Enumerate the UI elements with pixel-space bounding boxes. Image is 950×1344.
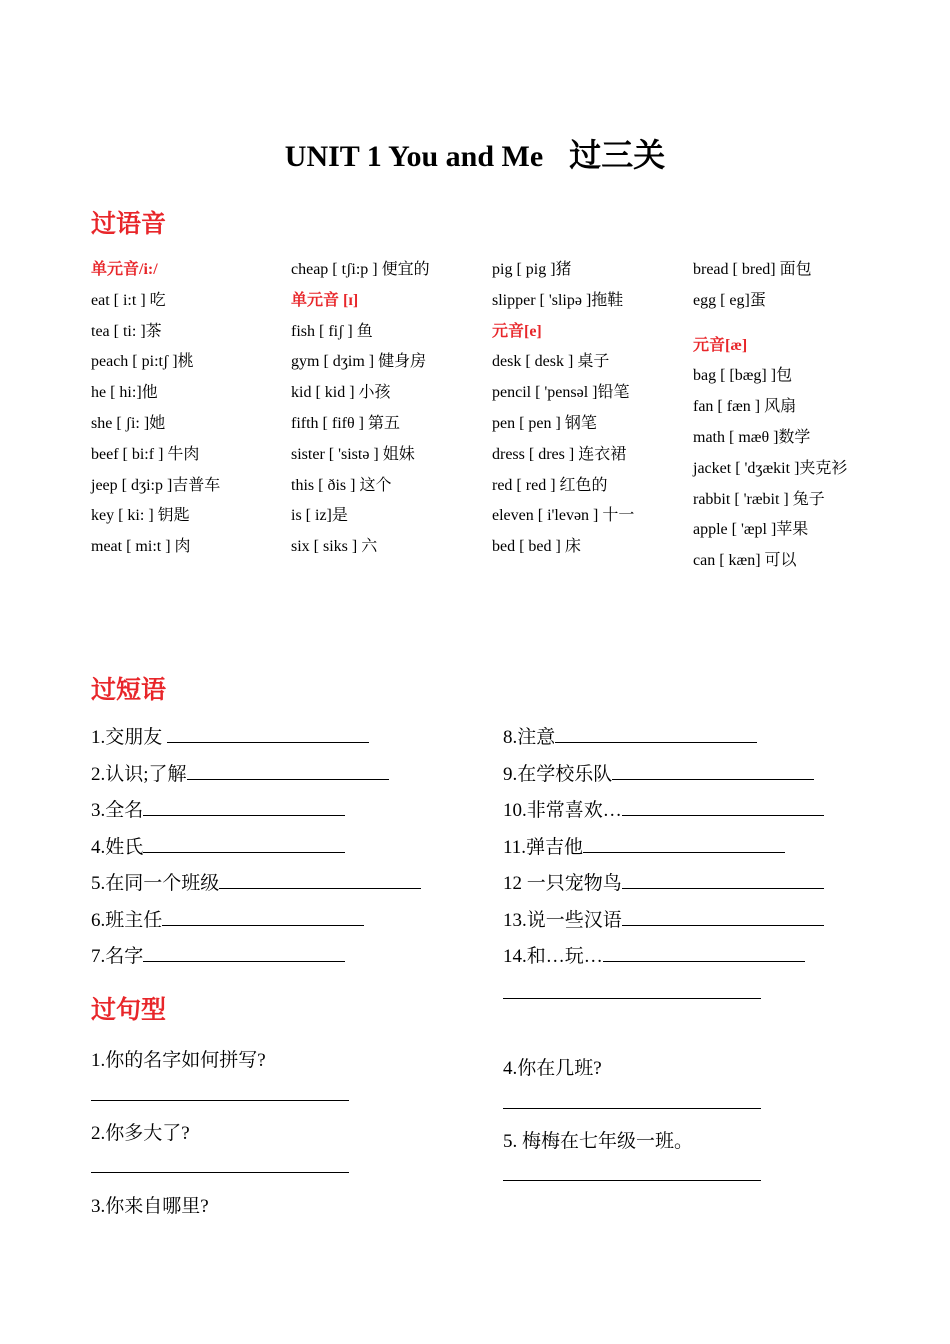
vocab-entry: pen [ pen ] 钢笔 (492, 414, 597, 432)
sentence-prompt: 4.你在几班? (503, 1058, 602, 1079)
phrase-item (503, 757, 824, 794)
vocab-entry: red [ red ] 红色的 (492, 476, 608, 494)
answer-blank[interactable] (583, 833, 785, 853)
phrase-label: 6.班主任 (91, 909, 163, 931)
vocab-entry: peach [ pi:tʃ ]桃 (91, 353, 194, 371)
vocab-entry: pig [ pig ]猪 (492, 261, 572, 278)
phrase-label: 3.全名 (91, 800, 144, 821)
vocab-entry: this [ ðis ] 这个 (291, 476, 392, 494)
vocab-entry: is [ iz]是 (291, 507, 348, 525)
vowel-heading: 单元音 [ɪ] (291, 291, 359, 309)
phrase-item (91, 903, 421, 940)
answer-blank[interactable] (603, 942, 805, 962)
phrase-item (91, 939, 421, 976)
vocab-entry: jacket [ 'dʒækit ]夹克衫 (693, 459, 848, 477)
answer-blank[interactable] (167, 723, 369, 743)
vocab-entry: gym [ dʒim ] 健身房 (291, 353, 427, 371)
answer-blank[interactable] (612, 760, 814, 780)
vocab-entry: bread [ bred] 面包 (693, 261, 812, 278)
phrase-label: 2.认识;了解 (91, 763, 187, 785)
vocab-entry: math [ mæθ ]数学 (693, 428, 811, 446)
section-heading-sentences: 过句型 (91, 995, 167, 1024)
vocab-entry: meat [ mi:t ] 肉 (91, 538, 191, 556)
sentence-prompt: 3.你来自哪里? (91, 1196, 209, 1217)
vocab-entry: six [ siks ] 六 (291, 538, 378, 556)
answer-blank-line[interactable] (503, 998, 761, 999)
vocab-entry: fish [ fiʃ ] 鱼 (291, 322, 373, 340)
phrase-label: 13.说一些汉语 (503, 909, 622, 931)
phrase-label: 14.和…玩… (503, 946, 603, 967)
vocab-entry: desk [ desk ] 桌子 (492, 353, 610, 371)
phrases-right-column (503, 720, 824, 976)
answer-blank[interactable] (162, 906, 364, 926)
answer-blank-line[interactable] (503, 1108, 761, 1109)
vocab-entry: fifth [ fifθ ] 第五 (291, 414, 400, 432)
vocab-entry: sister [ 'sistə ] 姐妹 (291, 445, 415, 463)
phrase-item (91, 757, 421, 794)
phrases-left-column (91, 720, 421, 976)
vocab-entry: tea [ ti: ]茶 (91, 322, 162, 340)
vocab-entry: key [ ki: ] 钥匙 (91, 507, 190, 525)
answer-blank[interactable] (622, 869, 824, 889)
vowel-heading: 元音[e] (492, 322, 542, 340)
answer-blank-line[interactable] (91, 1172, 349, 1173)
vocab-entry: apple [ 'æpl ]苹果 (693, 521, 809, 539)
vocab-entry: cheap [ tʃi:p ] 便宜的 (291, 261, 430, 278)
section-heading-phrases: 过短语 (91, 675, 167, 704)
phrase-item (91, 793, 421, 830)
phrase-item (503, 830, 824, 867)
phrase-label: 8.注意 (503, 727, 556, 748)
vocab-column-4 (693, 255, 893, 577)
phrase-label: 11.弹吉他 (503, 836, 584, 858)
vocab-entry: eleven [ i'levən ] 十一 (492, 507, 635, 525)
vowel-heading: 单元音/i:/ (91, 261, 158, 278)
answer-blank-line[interactable] (91, 1100, 349, 1101)
vocab-entry: rabbit [ 'ræbit ] 兔子 (693, 490, 825, 508)
phrase-item (503, 866, 824, 903)
vocab-entry: dress [ dres ] 连衣裙 (492, 445, 627, 463)
answer-blank-line[interactable] (503, 1180, 761, 1181)
page-title (0, 130, 950, 176)
vocab-column-3 (492, 255, 692, 563)
answer-blank[interactable] (219, 869, 421, 889)
phrase-label: 10.非常喜欢… (503, 800, 622, 821)
answer-blank[interactable] (622, 906, 824, 926)
vocab-entry: bed [ bed ] 床 (492, 538, 581, 556)
vowel-heading: 元音[æ] (693, 336, 748, 354)
vocab-column-2 (291, 255, 491, 563)
phrase-label: 1.交朋友 (91, 727, 168, 748)
vocab-entry: fan [ fæn ] 风扇 (693, 398, 797, 416)
vocab-entry: bag [ [bæg] ]包 (693, 367, 793, 385)
answer-blank[interactable] (143, 796, 345, 816)
title-english: UNIT 1 You and Me (284, 140, 544, 173)
phrase-label: 5.在同一个班级 (91, 873, 220, 894)
phrase-item (503, 939, 824, 976)
vocab-entry: egg [ eg]蛋 (693, 291, 766, 309)
answer-blank[interactable] (622, 796, 824, 816)
vocab-entry: kid [ kid ] 小孩 (291, 384, 391, 402)
phrase-item (91, 866, 421, 903)
answer-blank[interactable] (187, 760, 389, 780)
sentence-prompt: 5. 梅梅在七年级一班。 (503, 1131, 694, 1152)
vocab-entry: eat [ i:t ] 吃 (91, 291, 166, 309)
sentence-prompt: 2.你多大了? (91, 1123, 190, 1144)
vocab-column-1 (91, 255, 291, 563)
phrase-item (91, 830, 421, 867)
vocab-entry: beef [ bi:f ] 牛肉 (91, 445, 200, 463)
vocab-entry: can [ kæn] 可以 (693, 552, 797, 570)
phrase-label: 4.姓氏 (91, 836, 144, 858)
vocab-entry: she [ ʃi: ]她 (91, 414, 166, 432)
phrase-item (503, 720, 824, 757)
vocab-entry: pencil [ 'pensəl ]铅笔 (492, 384, 630, 402)
phrase-label: 12 一只宠物鸟 (503, 873, 622, 894)
vocab-entry: he [ hi:]他 (91, 384, 158, 402)
title-chinese: 过三关 (569, 136, 666, 174)
phrase-item (503, 903, 824, 940)
section-heading-pronunciation: 过语音 (91, 209, 167, 238)
phrase-label: 7.名字 (91, 946, 144, 967)
phrase-label: 9.在学校乐队 (503, 763, 613, 785)
phrase-item (91, 720, 421, 757)
sentence-prompt: 1.你的名字如何拼写? (91, 1050, 266, 1071)
vocab-entry: jeep [ dʒi:p ]吉普车 (91, 476, 221, 494)
answer-blank[interactable] (143, 833, 345, 853)
answer-blank[interactable] (143, 942, 345, 962)
vocab-entry: slipper [ 'slipə ]拖鞋 (492, 291, 624, 309)
phrase-item (503, 793, 824, 830)
answer-blank[interactable] (555, 723, 757, 743)
